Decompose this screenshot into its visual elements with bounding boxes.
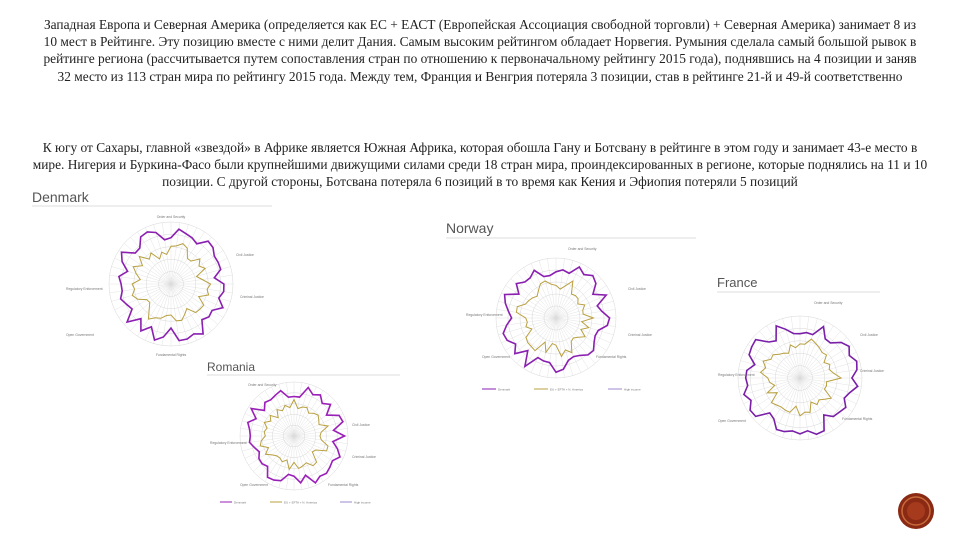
axis-label: Civil Justice	[860, 333, 878, 337]
axis-label: Order and Security	[248, 383, 277, 387]
axis-label: Open Government	[718, 419, 746, 423]
axis-label: Open Government	[240, 483, 268, 487]
axis-label: Fundamental Rights	[842, 417, 873, 421]
grid-spoke	[759, 378, 800, 425]
paragraph-africa: К югу от Сахары, главной «звездой» в Африке является Южная Африка, которая обошла Гану и Ботсвану в рейтинге в этом году и занимает 43-е место в мире. Нигерия и Буркина-Фасо были крупнейшими движущими силами среди 18 стран мира, проиндексированных в регионе, которые поднялись на 11 и 10 позиции. С другой стороны, Ботсвана потеряла 6 позиций в то время как Кения и Эфиопия потеряли 5 позиций	[32, 140, 928, 190]
grid-spoke	[124, 243, 171, 284]
chart-title: Romania	[207, 360, 256, 374]
grid-spoke	[753, 378, 800, 419]
axis-label: Criminal Justice	[352, 455, 376, 459]
grid-spoke	[294, 436, 335, 471]
grid-spoke	[124, 284, 171, 325]
paragraph-europe: Западная Европа и Северная Америка (определяется как ЕС + ЕАСТ (Европейская Ассоциация свободной торговли) + Северная Америка) занимает 8 из 10 мест в Рейтинге. Эту позицию вместе с ними делит Дания. Самым высоким рейтингом обладает Норвегия. Румыния сделала самый большой рывок в рейтинге региона (рассчитывается путем сопоставления стран по отношению к первоначальному рейтингу 2015 года), поднявшись на 4 позиции и заняв 32 место из 113 стран мира по рейтингу 2015 года. Между тем, Франция и Венгрия потеряла 3 позиции, став в рейтинге 21-й и 49-й соответственно	[43, 17, 917, 84]
emblem-logo-icon	[896, 491, 936, 531]
radar-chart-france	[714, 272, 884, 462]
grid-spoke	[171, 243, 218, 284]
radar-chart-denmark	[28, 186, 276, 376]
axis-label: Open Government	[66, 333, 94, 337]
axis-label: Regulatory Enforcement	[466, 313, 503, 317]
radar-svg-france	[714, 272, 884, 462]
axis-label: Criminal Justice	[860, 369, 884, 373]
axis-label: Civil Justice	[352, 423, 370, 427]
grid-spoke	[294, 401, 335, 436]
radar-grid	[496, 258, 616, 378]
chart-title: Denmark	[32, 189, 89, 205]
chart-title: France	[717, 275, 758, 290]
svg-text:High income: High income	[624, 387, 641, 392]
radar-grid	[738, 316, 862, 440]
svg-text:EU + EFTA + N. America: EU + EFTA + N. America	[550, 387, 583, 392]
svg-text:EU + EFTA + N. America: EU + EFTA + N. America	[284, 500, 317, 505]
radar-grid	[240, 382, 348, 490]
radar-svg-romania	[204, 356, 404, 510]
axis-label: Fundamental Rights	[155, 353, 187, 357]
grid-spoke	[259, 395, 294, 436]
grid-spoke	[130, 237, 171, 284]
radar-svg-denmark	[28, 186, 276, 376]
grid-spoke	[171, 284, 218, 325]
axis-label: Fundamental Rights	[596, 355, 627, 359]
chart-legend	[220, 501, 371, 505]
axis-label: Civil Justice	[628, 287, 646, 291]
axis-label: Order and Security	[156, 215, 186, 219]
axis-label: Order and Security	[568, 247, 597, 251]
grid-spoke	[171, 284, 212, 331]
svg-text:High income: High income	[354, 500, 371, 505]
axis-label: Fundamental Rights	[328, 483, 359, 487]
axis-label: Criminal Justice	[240, 295, 264, 299]
grid-spoke	[511, 279, 556, 318]
grid-spoke	[800, 331, 841, 378]
grid-spoke	[753, 337, 800, 378]
radar-svg-norway	[442, 216, 700, 394]
grid-spoke	[800, 337, 847, 378]
axis-label: Criminal Justice	[628, 333, 652, 337]
radar-chart-norway	[442, 216, 700, 394]
grid-spoke	[800, 378, 841, 425]
svg-text:Denmark: Denmark	[234, 500, 247, 505]
axis-label: Order and Security	[814, 301, 843, 305]
axis-label: Regulatory Enforcement	[718, 373, 755, 377]
grid-spoke	[511, 318, 556, 357]
axis-label: Open Government	[482, 355, 510, 359]
chart-legend	[482, 388, 641, 392]
grid-spoke	[517, 273, 556, 318]
axis-label: Civil Justice	[236, 253, 254, 257]
svg-text:Denmark: Denmark	[498, 387, 511, 392]
grid-spoke	[253, 401, 294, 436]
axis-label: Regulatory Enforcement	[210, 441, 247, 445]
grid-spoke	[259, 436, 294, 477]
chart-title: Norway	[446, 220, 494, 236]
axis-label: Regulatory Enforcement	[66, 287, 103, 291]
grid-spoke	[517, 318, 556, 363]
radar-chart-romania	[204, 356, 404, 510]
grid-spoke	[130, 284, 171, 331]
grid-spoke	[556, 279, 601, 318]
